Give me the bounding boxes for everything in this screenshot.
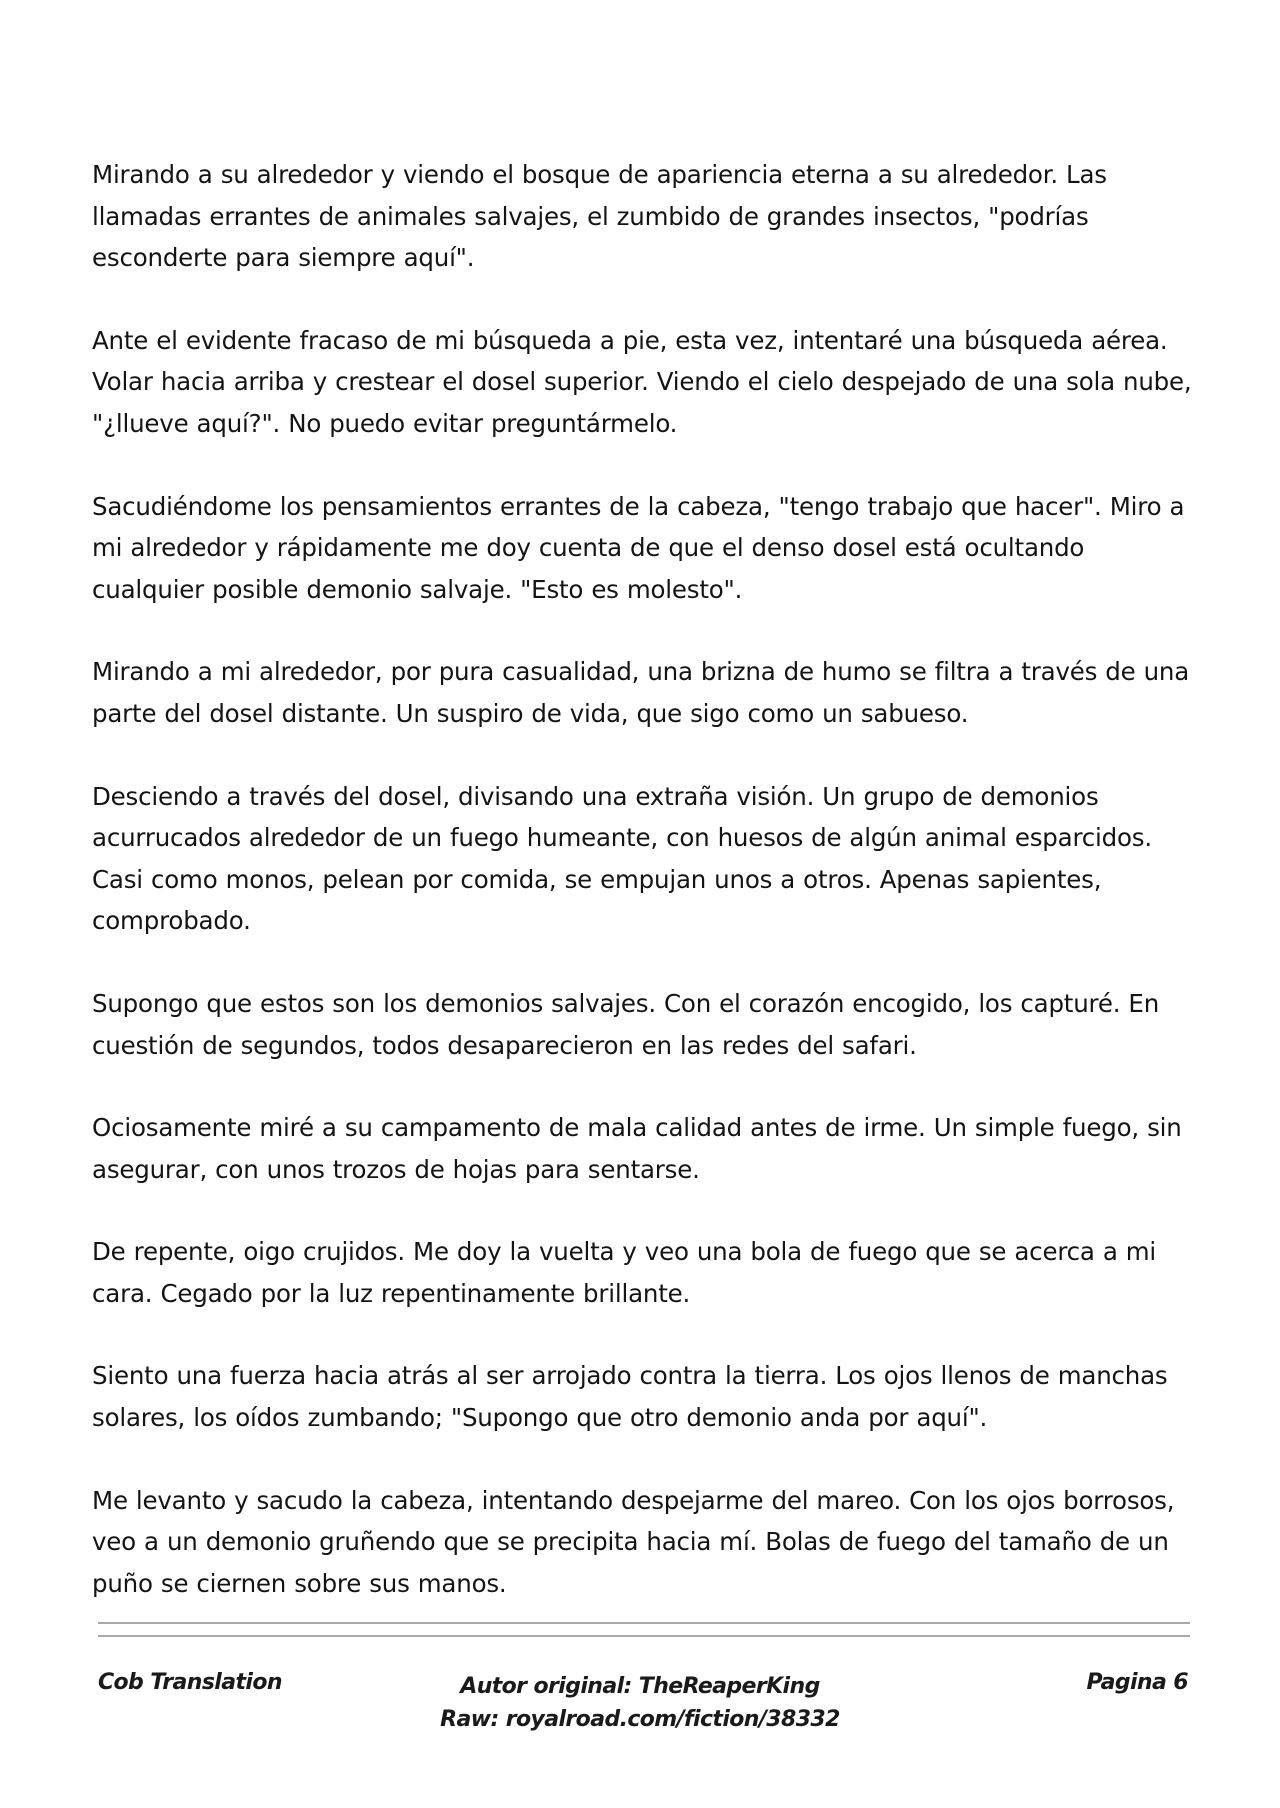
footer-translator: Cob Translation [98,1670,282,1695]
paragraph-6: Supongo que estos son los demonios salvajes. Con el corazón encogido, los capturé. En cuestión de segundos, todos desaparecieron en las redes del safari. [92,988,1160,1060]
paragraph-2: Ante el evidente fracaso de mi búsqueda a pie, esta vez, intentaré una búsqueda aérea. Volar hacia arriba y crestear el dosel superior. Viendo el cielo despejado de una sola nube, "¿llueve aquí?". No puedo evitar preguntármelo. [92,325,1192,438]
footer-divider-top [98,1622,1190,1624]
paragraph-5: Desciendo a través del dosel, divisando una extraña visión. Un grupo de demonios acurrucados alrededor de un fuego humeante, con huesos de algún animal esparcidos. Casi como monos, pelean por comida, se empujan unos a otros. Apenas sapientes, comprobado. [92,781,1152,936]
paragraph-1: Mirando a su alrededor y viendo el bosque de apariencia eterna a su alrededor. Las llamadas errantes de animales salvajes, el zumbido de grandes insectos, "podrías esconderte para siempre aquí". [92,160,1107,273]
paragraph-10: Me levanto y sacudo la cabeza, intentando despejarme del mareo. Con los ojos borrosos, veo a un demonio gruñendo que se precipita hacia mí. Bolas de fuego del tamaño de un puño se ciernen sobre sus manos. [92,1485,1175,1598]
footer-page-number: Pagina 6 [1086,1670,1188,1695]
paragraph-3: Sacudiéndome los pensamientos errantes de la cabeza, "tengo trabajo que hacer". Miro a mi alrededor y rápidamente me doy cuenta de que el denso dosel está ocultando cualquier posible demonio salvaje. "Esto es molesto". [92,491,1185,604]
footer-divider-bottom [98,1635,1190,1637]
paragraph-9: Siento una fuerza hacia atrás al ser arrojado contra la tierra. Los ojos llenos de manchas solares, los oídos zumbando; "Supongo que otro demonio anda por aquí". [92,1361,1168,1433]
body-text [92,154,1202,1645]
paragraph-8: De repente, oigo crujidos. Me doy la vuelta y veo una bola de fuego que se acerca a mi cara. Cegado por la luz repentinamente brillante. [92,1237,1156,1308]
paragraph-4: Mirando a mi alrededor, por pura casualidad, una brizna de humo se filtra a través de una parte del dosel distante. Un suspiro de vida, que sigo como un sabueso. [92,657,1190,728]
footer-author: Autor original: TheReaperKing [460,1674,820,1699]
paragraph-7: Ociosamente miré a su campamento de mala calidad antes de irme. Un simple fuego, sin asegurar, con unos trozos de hojas para sentarse. [92,1113,1182,1184]
footer-raw-source: Raw: royalroad.com/fiction/38332 [440,1707,840,1732]
